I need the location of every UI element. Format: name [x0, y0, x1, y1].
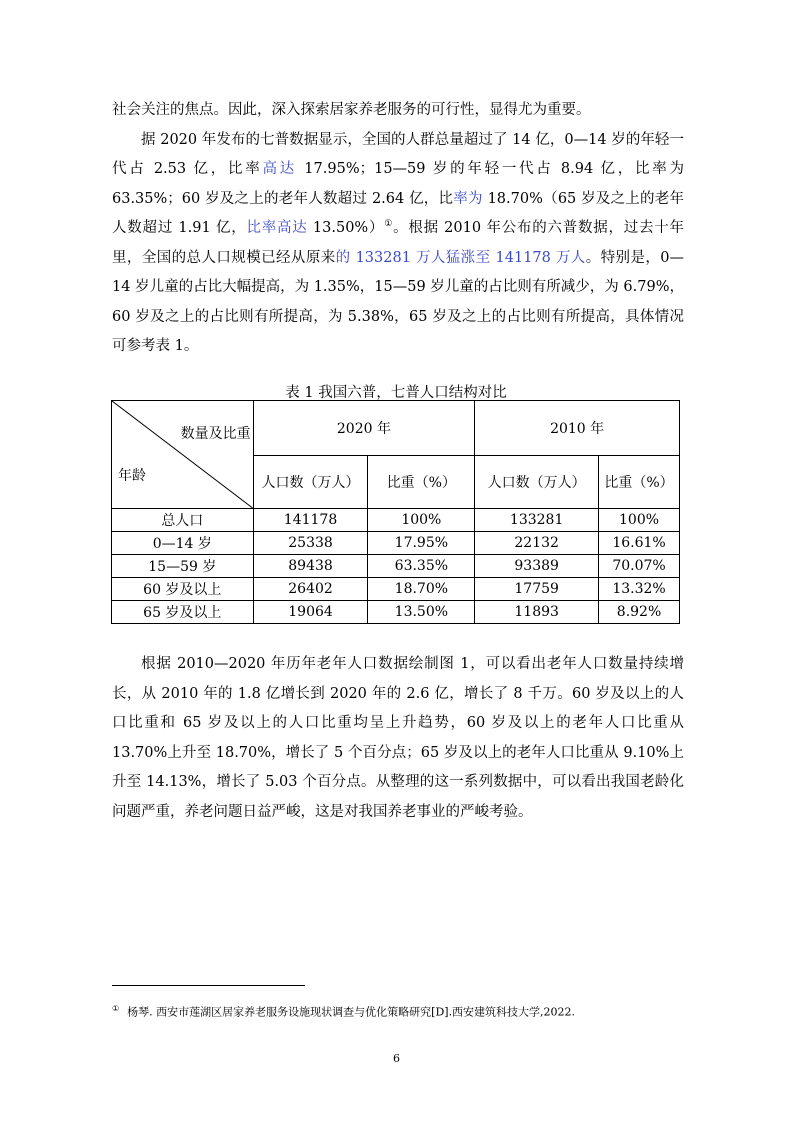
- footnote-mark: ①: [112, 1004, 120, 1013]
- p1-text-g: 13.50%）: [307, 220, 385, 236]
- footnote-text: 杨琴. 西安市莲湖区居家养老服务设施现状调查与优化策略研究[D].西安建筑科技大学,2022.: [127, 1005, 576, 1019]
- corner-label-quantity: 数量及比重: [180, 426, 251, 442]
- paragraph-analysis: 根据 2010—2020 年历年老年人口数据绘制图 1，可以看出老年人口数量持续增长，从 2010 年的 1.8 亿增长到 2020 年的 2.6 亿，增长了 8 千万。60 岁及以上的人口比重和 65 岁及以上的人口比重均呈上升趋势，60 岁及以上的老年人口比重从 13.70%上升至 18.70%，增长了 5 个百分点；65 岁及以上的老年人口比重从 9.10%上升至 14.13%，增长了 5.03 个百分点。从整理的这一系列数据中，可以看出我国老龄化问题严重，养老问题日益严峻，这是对我国养老事业的严峻考验。: [112, 656, 684, 820]
- cell-value: 17.95%: [368, 532, 475, 555]
- cell-value: 70.07%: [599, 555, 680, 578]
- intro-text: [112, 96, 684, 362]
- row-label: 0—14 岁: [112, 532, 254, 555]
- cell-value: 22132: [475, 532, 599, 555]
- sub-header-share-2010: 比重（%）: [599, 455, 680, 509]
- cell-value: 19064: [253, 601, 368, 624]
- page-number: 6: [393, 1052, 400, 1065]
- table-row: [112, 555, 680, 578]
- p1-highlight-3: 比率高达: [246, 220, 308, 236]
- cell-value: 18.70%: [368, 578, 475, 601]
- table-row: [112, 532, 680, 555]
- cell-value: 8.92%: [599, 601, 680, 624]
- table-corner-cell: [112, 401, 254, 509]
- row-label: 总人口: [112, 509, 254, 532]
- cell-value: 141178: [253, 509, 368, 532]
- footnote: [112, 1000, 575, 1022]
- p1-text-c: 17.95%；15—59 岁的年轻一代占 8.94 亿，比率为 63.35%；60 岁及之上的老年人数超过 2.64 亿，比: [112, 161, 685, 207]
- cell-value: 100%: [368, 509, 475, 532]
- cell-value: 93389: [475, 555, 599, 578]
- sub-header-population-2020: 人口数（万人）: [253, 455, 368, 509]
- table-row: [112, 601, 680, 624]
- p1-text-a: 据 2020 年发布的七普数据显示，全国的人群总量超过了 14 亿，0—14 岁的年轻一代占 2.53 亿，比率: [112, 131, 684, 177]
- cell-value: 17759: [475, 578, 599, 601]
- diagonal-line: [112, 401, 253, 508]
- cell-value: 133281: [475, 509, 599, 532]
- p1-text-h: 。根据 2010 年公布的六普数据，过去十年里，全国的总人口规模已经从原来: [112, 220, 684, 266]
- year-header-2010: 2010 年: [475, 401, 680, 456]
- corner-label-age: 年龄: [118, 468, 146, 484]
- cell-value: 13.32%: [599, 578, 680, 601]
- cell-value: 26402: [253, 578, 368, 601]
- paragraph-census: [112, 126, 684, 362]
- p1-text-e: 18.70%（65 岁及之上的老年人数超过 1.91 亿，: [112, 190, 684, 236]
- cell-value: 13.50%: [368, 601, 475, 624]
- paragraph-continuation: 社会关注的焦点。因此，深入探索居家养老服务的可行性，显得尤为重要。: [112, 102, 591, 118]
- table-row: [112, 578, 680, 601]
- cell-value: 89438: [253, 555, 368, 578]
- p1-highlight-1: 高达: [262, 161, 297, 177]
- footnote-reference[interactable]: ①: [384, 219, 394, 230]
- p1-highlight-2: 率为: [453, 190, 483, 207]
- cell-value: 11893: [475, 601, 599, 624]
- p1-highlight-4: 的 133281 万人猛涨至 141178 万人: [335, 249, 586, 266]
- cell-value: 100%: [599, 509, 680, 532]
- sub-header-population-2010: 人口数（万人）: [475, 455, 599, 509]
- cell-value: 63.35%: [368, 555, 475, 578]
- cell-value: 25338: [253, 532, 368, 555]
- row-label: 65 岁及以上: [112, 601, 254, 624]
- sub-header-share-2020: 比重（%）: [368, 455, 475, 509]
- table-row: [112, 509, 680, 532]
- row-label: 15—59 岁: [112, 555, 254, 578]
- population-table: [111, 400, 680, 624]
- row-label: 60 岁及以上: [112, 578, 254, 601]
- cell-value: 16.61%: [599, 532, 680, 555]
- footnote-separator: [112, 985, 305, 986]
- year-header-2020: 2020 年: [253, 401, 475, 456]
- p1-text-j: 。特别是，0—14 岁儿童的占比大幅提高，为 1.35%，15—59 岁儿童的占比则有所减少，为 6.79%，60 岁及之上的占比则有所提高，为 5.38%，65 岁及之上的占比则有所提高，具体情况可参考表 1。: [112, 249, 684, 354]
- analysis-text: [112, 650, 684, 827]
- table-caption: 表 1 我国六普，七普人口结构对比: [285, 385, 507, 401]
